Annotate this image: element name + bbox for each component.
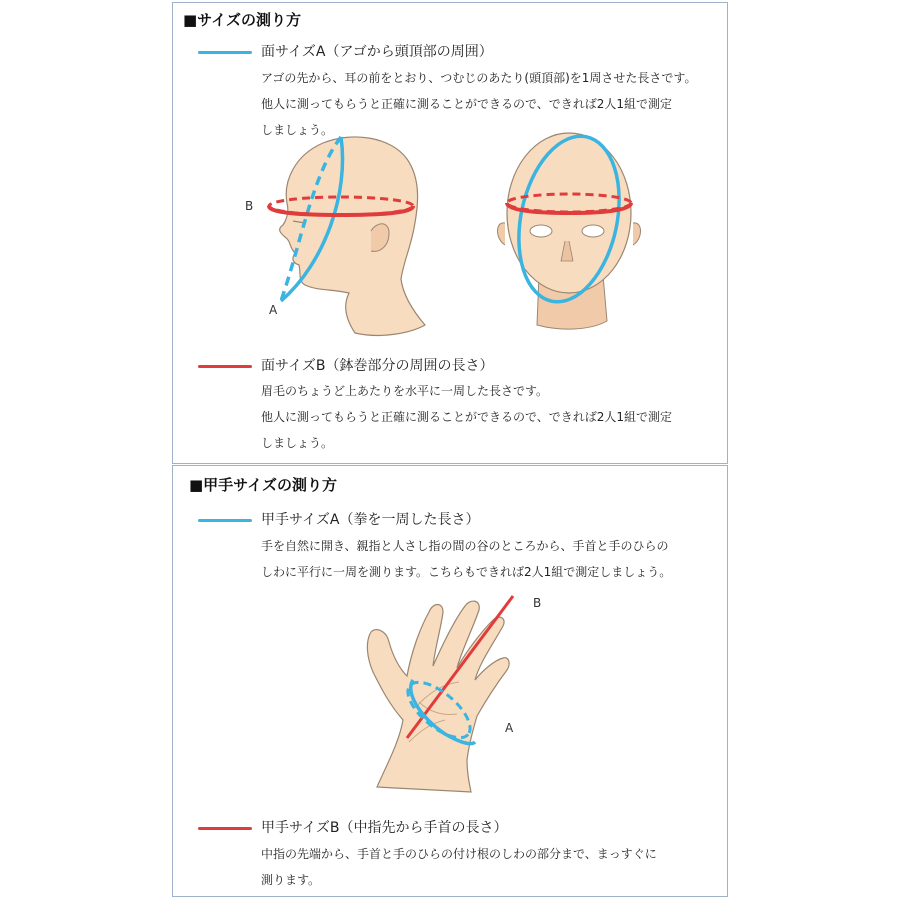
label-a-side: A bbox=[269, 303, 278, 317]
front-head-illustration bbox=[489, 135, 639, 335]
description-line: 眉毛のちょうど上あたりを水平に一周した長さです。 bbox=[261, 384, 549, 398]
description-line: 中指の先端から、手首と手のひらの付け根のしわの部分まで、まっすぐに bbox=[261, 847, 657, 861]
size-a-legend-line bbox=[198, 51, 252, 54]
kote-size-a-description bbox=[261, 533, 671, 585]
size-b-legend-line bbox=[198, 827, 252, 830]
hand-illustration bbox=[359, 592, 542, 792]
description-line: しわに平行に一周を測ります。こちらもできれば2人1組で測定しましょう。 bbox=[261, 565, 672, 579]
label-a-hand: A bbox=[505, 721, 514, 735]
description-line: 他人に測ってもらうと正確に測ることができるので、できれば2人1組で測定 bbox=[261, 410, 673, 424]
kote-size-a-title: 甲手サイズA（拳を一周した長さ） bbox=[261, 512, 480, 528]
face-size-a-title: 面サイズA（アゴから頭頂部の周囲） bbox=[261, 44, 493, 60]
description-line: しましょう。 bbox=[261, 436, 334, 450]
description-line: アゴの先から、耳の前をとおり、つむじのあたり(頭頂部)を1周させた長さです。 bbox=[261, 71, 697, 85]
description-line: 測ります。 bbox=[261, 873, 321, 887]
label-b-hand: B bbox=[533, 596, 542, 610]
kote-size-b-title: 甲手サイズB（中指先から手首の長さ） bbox=[261, 820, 508, 836]
description-line: 手を自然に開き、親指と人さし指の間の谷のところから、手首と手のひらの bbox=[261, 539, 669, 553]
kote-section-title: ■甲手サイズの測り方 bbox=[189, 476, 337, 494]
kote-size-b-description bbox=[261, 841, 657, 893]
description-line: 他人に測ってもらうと正確に測ることができるので、できれば2人1組で測定 bbox=[261, 97, 673, 111]
description-line: しましょう。 bbox=[261, 123, 334, 137]
side-head-illustration bbox=[253, 133, 443, 348]
size-a-legend-line bbox=[198, 519, 252, 522]
size-b-legend-line bbox=[198, 365, 252, 368]
face-size-panel bbox=[172, 2, 728, 464]
label-b-side: B bbox=[245, 199, 254, 213]
kote-size-panel bbox=[172, 465, 728, 897]
face-size-a-description bbox=[261, 65, 696, 143]
face-size-b-description bbox=[261, 378, 672, 456]
face-section-title: ■サイズの測り方 bbox=[183, 11, 301, 29]
face-size-b-title: 面サイズB（鉢巻部分の周囲の長さ） bbox=[261, 358, 494, 374]
